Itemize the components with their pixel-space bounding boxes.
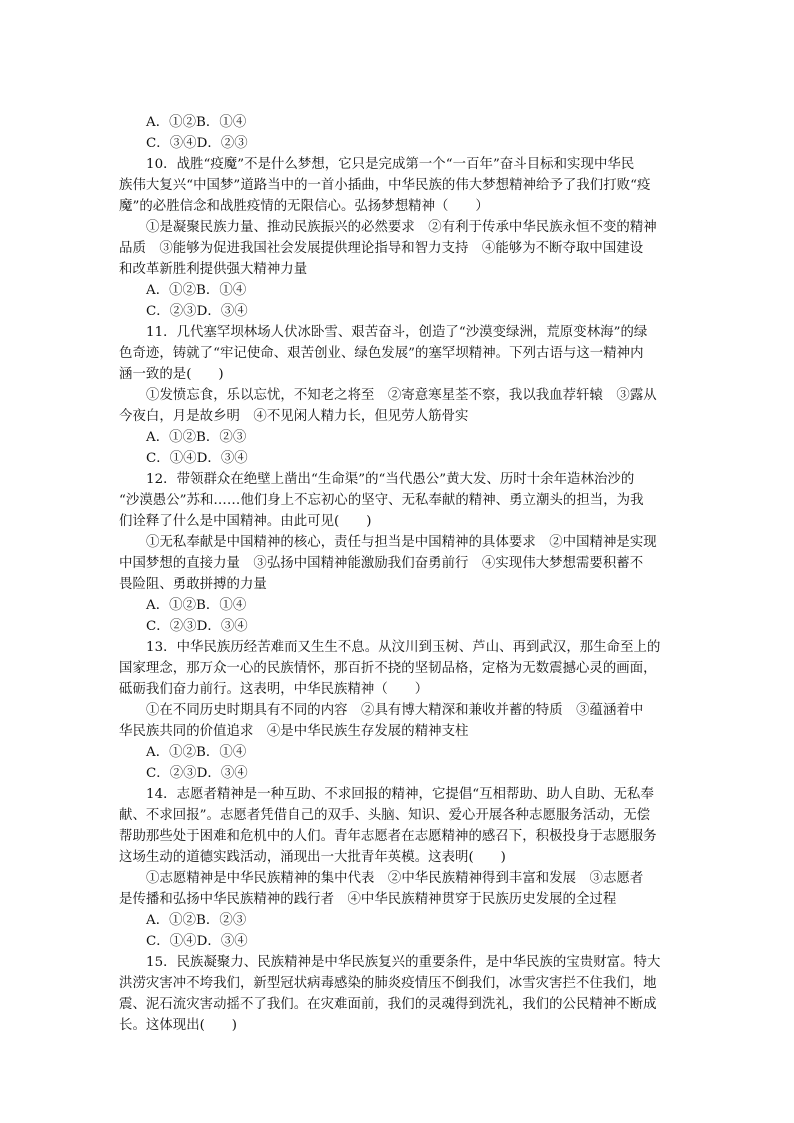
statement-line: ①是凝聚民族力量、推动民族振兴的必然要求 ②有利于传承中华民族永恒不变的精神	[146, 220, 657, 235]
option-line: C．③④D．②③	[146, 136, 248, 151]
question-stem: 15．民族凝聚力、民族精神是中华民族复兴的重要条件，是中华民族的宝贵财富。特大	[146, 955, 661, 970]
text-line: 和改革新胜利提供强大精神力量	[119, 262, 308, 277]
text-line: 洪涝灾害冲不垮我们，新型冠状病毒感染的肺炎疫情压不倒我们，冰雪灾害拦不住我们，地	[119, 976, 657, 991]
text-line: 这场生动的道德实践活动，涌现出一大批青年英模。这表明( )	[119, 850, 506, 865]
option-line: A．①②B．①④	[146, 598, 247, 613]
text-line: 帮助那些处于困难和危机中的人们。青年志愿者在志愿精神的感召下，积极投身于志愿服务	[119, 829, 657, 844]
text-line: 族伟大复兴“中国梦”道路当中的一首小插曲，中华民族的伟大梦想精神给予了我们打败“疫	[119, 178, 651, 193]
question-stem: 12．带领群众在绝壁上凿出“生命渠”的“当代愚公”黄大发、历时十余年造林治沙的	[146, 472, 635, 487]
option-line: C．②③D．③④	[146, 304, 248, 319]
text-line: 中国梦想的直接力量 ③弘扬中国精神能激励我们奋勇前行 ④实现伟大梦想需要积蓄不	[119, 556, 644, 571]
text-line: 畏险阻、勇敢拼搏的力量	[119, 577, 267, 592]
statement-line: ①在不同历史时期具有不同的内容 ②具有博大精深和兼收并蓄的特质 ③蕴涵着中	[146, 703, 644, 718]
option-line: A．①②B．②③	[146, 430, 247, 445]
option-line: A．①②B．②③	[146, 913, 247, 928]
text-line: 品质 ③能够为促进我国社会发展提供理论指导和智力支持 ④能够为不断夺取中国建设	[119, 241, 644, 256]
text-line: 华民族共同的价值追求 ④是中华民族生存发展的精神支柱	[119, 724, 469, 739]
statement-line: ①志愿精神是中华民族精神的集中代表 ②中华民族精神得到丰富和发展 ③志愿者	[146, 871, 644, 886]
option-line: C．②③D．③④	[146, 766, 248, 781]
option-line: C．②③D．③④	[146, 619, 248, 634]
text-line: “沙漠愚公”苏和……他们身上不忘初心的坚守、无私奉献的精神、勇立潮头的担当，为我	[119, 493, 644, 508]
question-stem: 10．战胜“疫魔”不是什么梦想，它只是完成第一个“一百年”奋斗目标和实现中华民	[146, 157, 635, 172]
option-line: A．①②B．①④	[146, 283, 247, 298]
text-line: 色奇迹，铸就了“牢记使命、艰苦创业、绿色发展”的塞罕坝精神。下列古语与这一精神内	[119, 346, 644, 361]
text-line: 长。这体现出( )	[119, 1018, 238, 1033]
text-line: 砥砺我们奋力前行。这表明，中华民族精神（ ）	[119, 682, 429, 697]
statement-line: ①发愤忘食，乐以忘忧，不知老之将至 ②寄意寒星荃不察，我以我血荐轩辕 ③露从	[146, 388, 657, 403]
text-line: 涵一致的是( )	[119, 367, 224, 382]
text-line: 献、不求回报”。志愿者凭借自己的双手、头脑、知识、爱心开展各种志愿服务活动，无偿	[119, 808, 651, 823]
option-line: C．①④D．③④	[146, 451, 248, 466]
text-line: 是传播和弘扬中华民族精神的践行者 ④中华民族精神贯穿于民族历史发展的全过程	[119, 892, 617, 907]
question-stem: 13．中华民族历经苦难而又生生不息。从汶川到玉树、芦山、再到武汉，那生命至上的	[146, 640, 661, 655]
text-line: 魔”的必胜信念和战胜疫情的无限信心。弘扬梦想精神（ ）	[119, 199, 489, 214]
statement-line: ①无私奉献是中国精神的核心，责任与担当是中国精神的具体要求 ②中国精神是实现	[146, 535, 657, 550]
text-line: 今夜白，月是故乡明 ④不见闲人精力长，但见劳人筋骨实	[119, 409, 469, 424]
question-stem: 14．志愿者精神是一种互助、不求回报的精神，它提倡“互相帮助、助人自助、无私奉	[146, 787, 654, 802]
text-line: 震、泥石流灾害动摇不了我们。在灾难面前，我们的灵魂得到洗礼，我们的公民精神不断成	[119, 997, 657, 1012]
option-line: C．①④D．③④	[146, 934, 248, 949]
question-stem: 11．几代塞罕坝林场人伏冰卧雪、艰苦奋斗，创造了“沙漠变绿洲，荒原变林海”的绿	[146, 325, 648, 340]
option-line: A．①②B．①④	[146, 115, 247, 130]
text-line: 们诠释了什么是中国精神。由此可见( )	[119, 514, 372, 529]
text-line: 国家理念，那万众一心的民族情怀，那百折不挠的坚韧品格，定格为无数震撼心灵的画面，	[119, 661, 657, 676]
option-line: A．①②B．①④	[146, 745, 247, 760]
